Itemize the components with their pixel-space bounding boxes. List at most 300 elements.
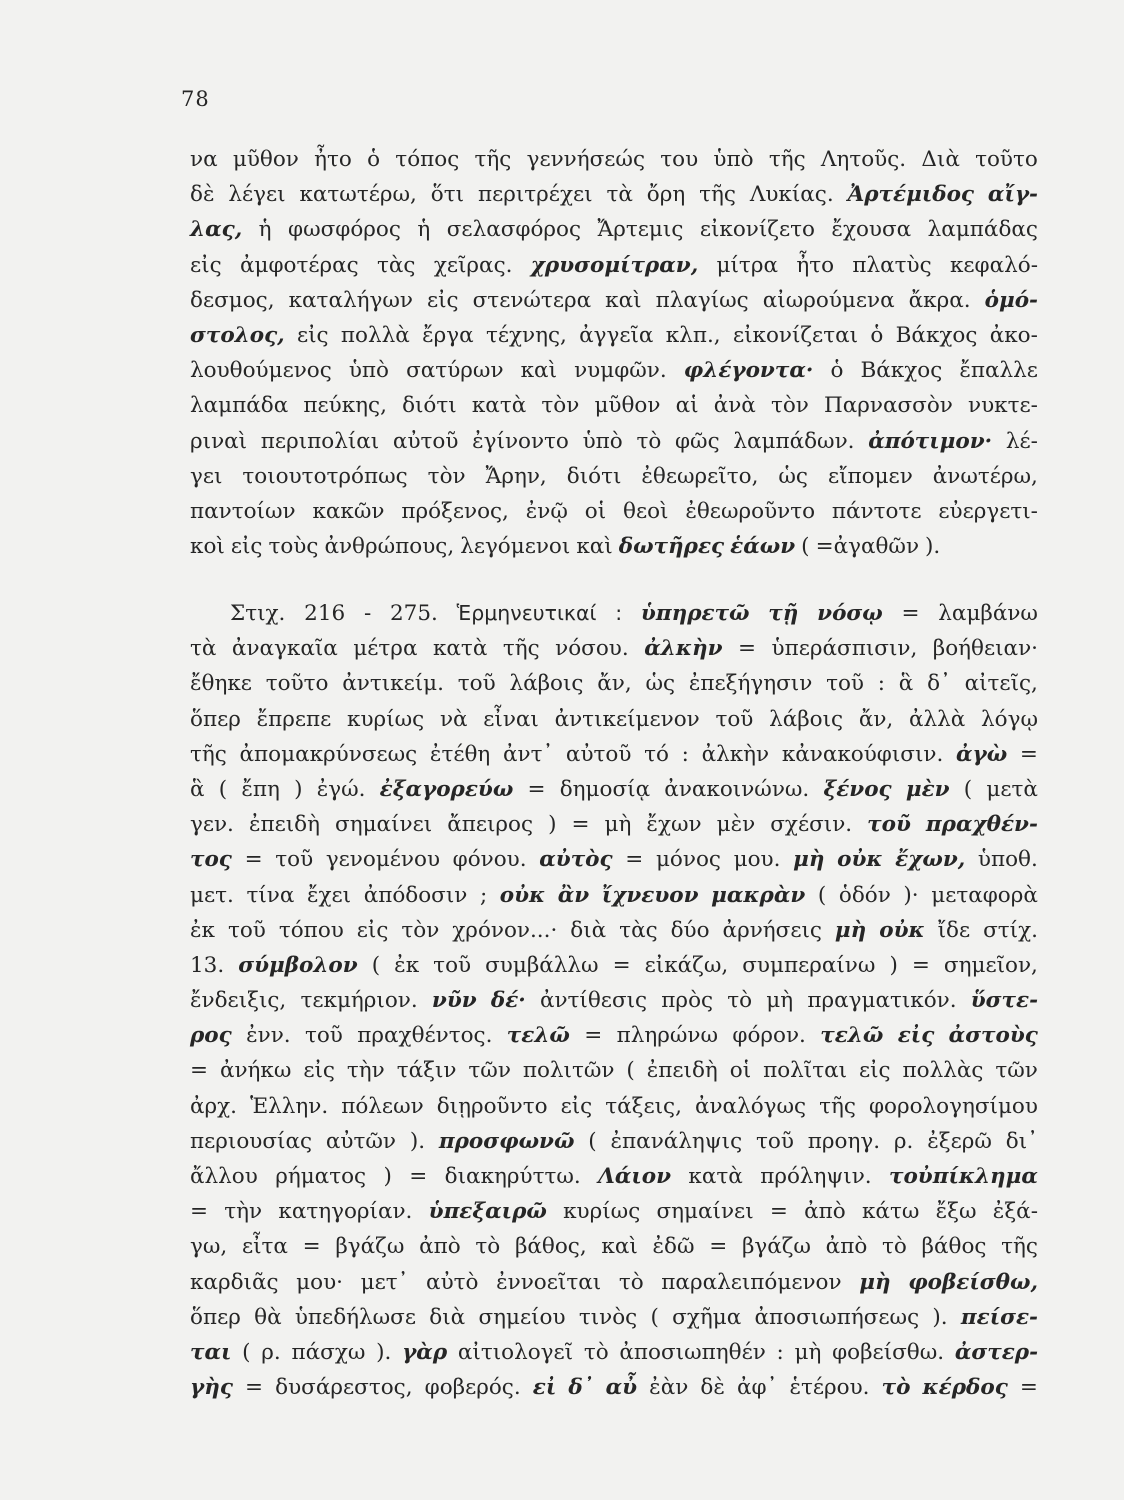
lemma-word: χρυσομίτραν, xyxy=(530,252,699,278)
text-word: λαμπάδων. xyxy=(733,428,855,454)
text-word: ὅτι xyxy=(430,182,465,208)
text-word: τῆς xyxy=(502,636,540,662)
lemma-word: αὐτὸς xyxy=(539,847,613,873)
text-word: ἐγίνοντο xyxy=(472,428,569,454)
text-word: ἃ xyxy=(898,671,914,697)
text-word: ἀλκὴν xyxy=(701,741,770,767)
text-word: λέγει xyxy=(228,182,286,208)
text-word: = xyxy=(584,1023,603,1049)
text-word: ( xyxy=(242,1339,251,1365)
text-word: ἡ xyxy=(417,217,431,243)
text-word: τὰς xyxy=(619,917,658,943)
text-word: ρ. xyxy=(261,1339,281,1365)
text-word: τοῦ xyxy=(304,1023,343,1049)
text-word: ἐνν. xyxy=(246,1023,291,1049)
text-line xyxy=(190,948,1038,983)
text-word: ἔργα xyxy=(422,322,474,348)
text-word: προηγ. xyxy=(807,1128,881,1154)
text-word: διότι xyxy=(402,393,457,419)
text-word: 275. xyxy=(390,601,438,626)
text-word: ἴδε xyxy=(937,917,971,943)
text-word: σελασφόρος xyxy=(446,217,582,243)
text-word: σημείου xyxy=(478,1304,566,1330)
text-word: τάξεις, xyxy=(605,1093,682,1119)
text-word: τοῦ xyxy=(433,952,472,978)
text-word: ἔπαλλε xyxy=(959,358,1038,384)
text-word: συμβάλλω xyxy=(485,952,599,978)
text-word: τῆς xyxy=(1001,1234,1038,1260)
text-word: ὁ xyxy=(367,147,381,172)
text-word: τῆς xyxy=(768,147,806,172)
text-word: ἔχων xyxy=(646,812,702,838)
text-line xyxy=(190,1370,1038,1405)
text-word: περιπολίαι xyxy=(260,428,380,454)
text-word: ἔπη xyxy=(241,776,280,802)
text-word: τόπος xyxy=(395,147,460,172)
text-line xyxy=(190,913,1038,948)
text-word: τὰ xyxy=(606,182,633,208)
text-word: καταλήγων xyxy=(288,287,413,313)
text-line xyxy=(190,1335,1038,1370)
text-line xyxy=(190,772,1038,807)
text-word: = xyxy=(302,1234,321,1260)
text-word: ἀντ᾽ xyxy=(503,741,554,767)
text-word: τοῦ xyxy=(755,1128,794,1154)
text-word: πρὸς xyxy=(661,988,714,1014)
text-word: τοὺς xyxy=(268,534,319,560)
text-word: ). xyxy=(932,1304,948,1330)
text-word: κοὶ xyxy=(190,534,225,560)
text-line xyxy=(190,142,1038,177)
text-word: μου. xyxy=(733,847,781,873)
lemma-word: γὰρ xyxy=(402,1339,448,1365)
lemma-word: πείσε- xyxy=(960,1304,1038,1330)
text-word: νυκτε- xyxy=(968,393,1038,419)
text-word: δυσάρεστος, xyxy=(275,1375,413,1401)
text-word: πολιτῶν xyxy=(522,1058,615,1084)
lemma-word: οὐκ xyxy=(879,917,925,943)
lemma-word: ἑάων xyxy=(730,534,796,560)
text-word: διῃροῦντο xyxy=(436,1093,548,1119)
lemma-word: οὐκ xyxy=(837,847,883,873)
text-line xyxy=(190,842,1038,877)
text-word: πολῖται xyxy=(763,1058,848,1084)
text-word: μεταφορὰ xyxy=(931,882,1038,908)
text-word: =ἀγαθῶν xyxy=(815,534,920,560)
text-word: εἰκάζω, xyxy=(644,952,729,978)
text-word: ὑπὸ xyxy=(348,358,390,384)
text-word: κυρίως xyxy=(563,1199,641,1225)
text-word: ὑπεδήλωσε xyxy=(294,1304,416,1330)
lemma-word: μακρὰν xyxy=(711,882,806,908)
text-word: ἀλλὰ xyxy=(909,706,966,732)
text-word: καρδιᾶς xyxy=(190,1269,279,1295)
text-word: = xyxy=(738,636,757,662)
page-number: 78 xyxy=(181,87,210,111)
lemma-word: δ᾽ xyxy=(568,1375,594,1401)
text-word: ( xyxy=(218,776,228,802)
text-word: Λυκίας. xyxy=(749,182,834,208)
text-word: πρόξενος, xyxy=(401,498,509,524)
lemma-word: φλέγοντα· xyxy=(683,358,814,384)
text-line xyxy=(190,702,1038,737)
text-word: να xyxy=(190,147,218,172)
text-word: κἀνακούφισιν. xyxy=(781,741,944,767)
text-word: τὸ xyxy=(618,1269,644,1295)
lemma-word: αὖ xyxy=(605,1375,638,1401)
text-word: λόγῳ xyxy=(981,706,1038,732)
text-word: πραχθέντος. xyxy=(357,1023,493,1049)
text-word: 216 xyxy=(304,601,346,626)
text-word: εἴπομεν xyxy=(827,463,913,489)
text-word: βγάζω xyxy=(741,1234,811,1260)
text-word: ) xyxy=(383,1164,392,1189)
text-word: τῆς xyxy=(819,1093,856,1119)
text-word: μου· xyxy=(296,1269,343,1295)
text-word: τόπου xyxy=(278,917,344,943)
lemma-word: πραχθέν- xyxy=(925,812,1038,838)
lemma-word: δέ· xyxy=(490,988,526,1014)
lemma-word: τοὐπίκλημα xyxy=(889,1164,1038,1189)
lemma-word: ἔχων, xyxy=(895,847,966,873)
text-word: ἐθεωρεῖτο, xyxy=(641,463,759,489)
text-word: μῦθον xyxy=(594,393,661,419)
text-word: μῦθον xyxy=(232,147,299,172)
lemma-word: μὲν xyxy=(905,776,950,802)
commentary-paragraph-2 xyxy=(190,596,1038,1405)
text-word: Βάκχος xyxy=(860,358,943,384)
lemma-word: ξένος xyxy=(823,776,892,802)
text-word: βοήθειαν· xyxy=(932,636,1038,662)
text-word: ἀρχ. xyxy=(190,1093,238,1119)
text-word: τοῦ xyxy=(275,847,314,873)
text-line xyxy=(190,529,1038,564)
text-word: τῆς xyxy=(474,147,512,172)
text-word: βγάζω xyxy=(335,1234,405,1260)
text-line xyxy=(190,459,1038,494)
lemma-word: γὴς xyxy=(190,1375,233,1401)
lemma-word: μὴ xyxy=(859,1269,891,1295)
text-line xyxy=(190,388,1038,423)
text-word: στενώτερα xyxy=(472,287,592,313)
text-word: τοῦτο xyxy=(975,147,1038,172)
text-word: δὲ xyxy=(700,1375,725,1401)
lemma-word: Λάιον xyxy=(598,1164,672,1189)
text-word: ἄπειρος xyxy=(447,812,534,838)
text-word: εἶναι xyxy=(483,706,539,732)
text-word: τῶν xyxy=(995,1058,1038,1084)
text-word: ( xyxy=(588,1128,597,1154)
text-word: νόσου. xyxy=(555,636,629,662)
text-word: Ἑρμηνευτικαί xyxy=(456,601,597,625)
text-word: ἐκ xyxy=(394,952,420,978)
text-word: πρόληψιν. xyxy=(760,1164,872,1189)
text-word: ( xyxy=(371,952,381,978)
text-word: καὶ xyxy=(601,1234,638,1260)
text-word: ὁ xyxy=(830,358,844,384)
text-word: μέτρα xyxy=(353,636,418,662)
text-word: ἀντίθεσις xyxy=(539,988,648,1014)
text-word: εἰκονίζεται xyxy=(732,322,859,348)
text-word: ἐνῷ xyxy=(525,498,568,524)
text-word: ἐξερῶ xyxy=(927,1128,992,1154)
text-word: ὡς xyxy=(645,671,676,697)
text-word: δι᾽ xyxy=(1005,1128,1038,1154)
text-word: ὑπὸ xyxy=(582,428,623,454)
text-word: ἐὰν xyxy=(649,1375,689,1401)
text-word: φόνου. xyxy=(452,847,527,873)
text-word: πλατὺς xyxy=(852,252,932,278)
text-word: ( xyxy=(650,1304,659,1330)
text-word: ( xyxy=(817,882,827,908)
text-word: φορολογησίμου xyxy=(868,1093,1038,1119)
text-word: κατὰ xyxy=(471,393,527,419)
text-word: ἀγγεῖα xyxy=(579,322,654,348)
text-word: εἰς xyxy=(230,534,263,560)
text-word: τὸ xyxy=(636,428,662,454)
text-word: σχῆμα xyxy=(672,1304,742,1330)
text-word: ρ. xyxy=(893,1128,914,1154)
text-word: εἶτα xyxy=(241,1234,288,1260)
text-word: = xyxy=(190,1058,209,1084)
text-line xyxy=(190,248,1038,283)
text-word: μὴ xyxy=(766,988,794,1014)
lemma-word: ἴχνευον xyxy=(601,882,699,908)
text-word: ἀνθρώπους, xyxy=(324,534,455,560)
text-word: = xyxy=(245,1375,264,1401)
text-word: φωσφόρος xyxy=(288,217,401,243)
lemma-word: ὑπηρετῶ xyxy=(640,601,750,626)
text-line xyxy=(190,807,1038,842)
lemma-word: τελῶ xyxy=(820,1023,884,1049)
text-word: ἀρνήσεις xyxy=(722,917,822,943)
text-word: περιουσίας xyxy=(190,1128,313,1154)
text-word: νυμφῶν. xyxy=(574,358,667,384)
text-word: ἐξά- xyxy=(992,1199,1038,1225)
lemma-word: προσφωνῶ xyxy=(438,1128,575,1154)
text-word: τοῦ xyxy=(227,917,266,943)
text-word: = xyxy=(1019,1375,1038,1401)
text-word: λαμπάδα xyxy=(190,393,289,419)
text-word: ἔχουσα xyxy=(831,217,912,243)
text-word: ἡ xyxy=(258,217,272,243)
text-word: = xyxy=(190,1199,209,1225)
text-word: μίτρα xyxy=(716,252,778,278)
text-word: σχέσιν. xyxy=(770,812,853,838)
text-word: ἄλλου xyxy=(190,1164,258,1189)
text-word: λάβοις xyxy=(769,706,844,732)
text-word: μετὰ xyxy=(986,776,1038,802)
text-word: ἐτέθη xyxy=(429,741,491,767)
text-word: μὲν xyxy=(716,812,756,838)
text-word: = xyxy=(409,1164,428,1189)
text-word: Ἄρτεμις xyxy=(597,217,684,243)
text-word: Διὰ xyxy=(921,147,960,172)
lemma-word: δωτῆρες xyxy=(618,534,725,560)
text-word: χεῖρας. xyxy=(433,252,513,278)
text-word: ἦτο xyxy=(314,147,352,172)
lemma-word: εἰ xyxy=(532,1375,557,1401)
text-word: τὸ xyxy=(583,1339,609,1365)
lemma-word: νόσῳ xyxy=(817,601,883,626)
text-word: = xyxy=(709,1234,728,1260)
text-line xyxy=(190,596,1038,631)
text-word: ἑτέρου. xyxy=(789,1375,870,1401)
text-word: μετ. xyxy=(190,882,234,908)
text-word: τὸν xyxy=(427,463,466,489)
text-word: ὑπὸ xyxy=(713,147,754,172)
text-word: = xyxy=(901,601,920,626)
text-word: ρήματος xyxy=(275,1164,367,1189)
text-word: διὰ xyxy=(429,1304,466,1330)
text-line xyxy=(190,177,1038,212)
text-line xyxy=(190,353,1038,388)
lemma-word: μὴ xyxy=(793,847,825,873)
lemma-word: μὴ xyxy=(834,917,867,943)
text-word: ἔνδειξις, xyxy=(190,988,287,1014)
text-word: διότι xyxy=(566,463,622,489)
text-word: δύο xyxy=(670,917,710,943)
text-line xyxy=(190,1018,1038,1053)
text-word: ἐγώ. xyxy=(316,776,366,802)
lemma-word: ὁμό- xyxy=(984,287,1038,313)
text-word: ἀφ᾽ xyxy=(737,1375,778,1401)
text-word: ἀντικείμ. xyxy=(342,671,444,697)
text-line xyxy=(190,283,1038,318)
text-word: κατὰ xyxy=(688,1164,743,1189)
text-word: κυρίως xyxy=(347,706,425,732)
text-word: τὸ xyxy=(475,1234,501,1260)
text-word: τὴν xyxy=(346,1058,385,1084)
text-word: ἐθεωροῦντο xyxy=(685,498,816,524)
text-word: τὸν xyxy=(541,393,580,419)
text-word: = xyxy=(1019,741,1038,767)
lemma-word: τος xyxy=(190,847,232,873)
lemma-word: ἀπότιμον· xyxy=(868,428,993,454)
text-word: ἐκ xyxy=(190,917,215,943)
text-word: ἀνήκω xyxy=(219,1058,292,1084)
text-word: δεσμος, xyxy=(190,287,275,313)
text-word: ὑπεράσπισιν, xyxy=(771,636,918,662)
text-word: ἀποσιωπηθέν xyxy=(619,1339,766,1365)
text-word: ὁ xyxy=(870,322,884,348)
text-word: πραγματικόν. xyxy=(807,988,957,1014)
text-word: φοβείσθω. xyxy=(832,1339,945,1365)
text-word: ἀνὰ xyxy=(713,393,756,419)
text-word: εἰκονίζετο xyxy=(699,217,815,243)
text-word: κατωτέρω, xyxy=(299,182,417,208)
text-line xyxy=(190,1265,1038,1300)
lemma-word: ὕστε- xyxy=(970,988,1038,1014)
lemma-word: ἀστερ- xyxy=(954,1339,1038,1365)
lemma-word: ὑπεξαιρῶ xyxy=(428,1199,547,1225)
text-word: ἔθηκε xyxy=(190,671,252,697)
text-line xyxy=(190,318,1038,353)
text-word: λαμπάδας xyxy=(927,217,1038,243)
text-line xyxy=(190,631,1038,666)
text-word: ἀκο- xyxy=(989,322,1038,348)
text-word: σημεῖον, xyxy=(943,952,1038,978)
text-word: λεγόμενοι xyxy=(460,534,571,560)
lemma-word: ἀλκὴν xyxy=(644,636,723,662)
text-word: ) xyxy=(294,776,303,802)
text-word: ἀπὸ xyxy=(419,1234,461,1260)
text-word: εἰς xyxy=(560,1093,593,1119)
text-word: βάθος xyxy=(921,1234,987,1260)
text-word: τὸ xyxy=(881,1234,907,1260)
text-word: ). xyxy=(376,1339,392,1365)
text-word: θεοὶ xyxy=(623,498,669,524)
text-word: δὲ xyxy=(190,182,215,208)
text-word: εὐεργετι- xyxy=(938,498,1038,524)
text-word: τὰ xyxy=(190,636,217,662)
lemma-word: κέρδος xyxy=(922,1375,1008,1401)
text-word: εἰς xyxy=(296,322,329,348)
lemma-word: ται xyxy=(190,1339,232,1365)
text-word: = xyxy=(244,847,263,873)
text-word: αἰτεῖς, xyxy=(964,671,1038,697)
lemma-word: τελῶ xyxy=(506,1023,570,1049)
text-word: στίχ. xyxy=(983,917,1038,943)
text-word: λουθούμενος xyxy=(190,358,332,384)
text-word: κατηγορίαν. xyxy=(278,1199,413,1225)
text-word: ὅπερ xyxy=(190,706,241,732)
text-word: ) xyxy=(889,952,898,978)
text-word: σημαίνει xyxy=(656,1199,754,1225)
text-word: ) xyxy=(548,812,557,838)
text-line xyxy=(190,1159,1038,1194)
text-word: κάτω xyxy=(861,1199,920,1225)
lemma-word: ἐξαγορεύω xyxy=(379,776,514,802)
text-word: κλπ., xyxy=(665,322,721,348)
text-word: φῶς xyxy=(674,428,720,454)
text-word: γενομένου xyxy=(325,847,441,873)
text-word: βάθος, xyxy=(514,1234,587,1260)
text-word: ἔπρεπε xyxy=(256,706,332,732)
text-word: ριναὶ xyxy=(190,428,248,454)
text-word: εἰς xyxy=(858,1058,891,1084)
text-line xyxy=(190,1300,1038,1335)
text-word: ἄν, xyxy=(858,706,894,732)
text-word: ἀναγκαῖα xyxy=(231,636,338,662)
text-word: = xyxy=(527,776,546,802)
text-line xyxy=(190,666,1038,701)
lemma-word: νῦν xyxy=(431,988,477,1014)
text-word: τέχνης, xyxy=(485,322,567,348)
lemma-word: σύμβολον xyxy=(238,952,358,978)
lemma-word: τοῦ xyxy=(867,812,911,838)
text-word: ἀνακοινώνω. xyxy=(664,776,810,802)
text-word: διακηρύττω. xyxy=(444,1164,581,1189)
text-word: ; xyxy=(479,882,488,908)
text-word: = xyxy=(625,847,644,873)
text-word: Παρνασσὸν xyxy=(824,393,953,419)
text-word: μὴ xyxy=(794,1339,822,1365)
text-word: = xyxy=(612,952,631,978)
lemma-word: τῇ xyxy=(768,601,799,626)
text-word: αἰωρούμενα xyxy=(762,287,895,313)
text-word: εἰς xyxy=(356,917,389,943)
text-line xyxy=(190,212,1038,247)
text-word: τοιουτοτρόπως xyxy=(242,463,408,489)
text-word: λάβοις xyxy=(509,671,584,697)
text-word: θὰ xyxy=(254,1304,282,1330)
text-word: γω, xyxy=(190,1234,228,1260)
text-word: αὐτὸ xyxy=(426,1269,479,1295)
text-line xyxy=(190,983,1038,1018)
text-word: λαμβάνω xyxy=(938,601,1038,626)
commentary-paragraph-1 xyxy=(190,142,1038,564)
